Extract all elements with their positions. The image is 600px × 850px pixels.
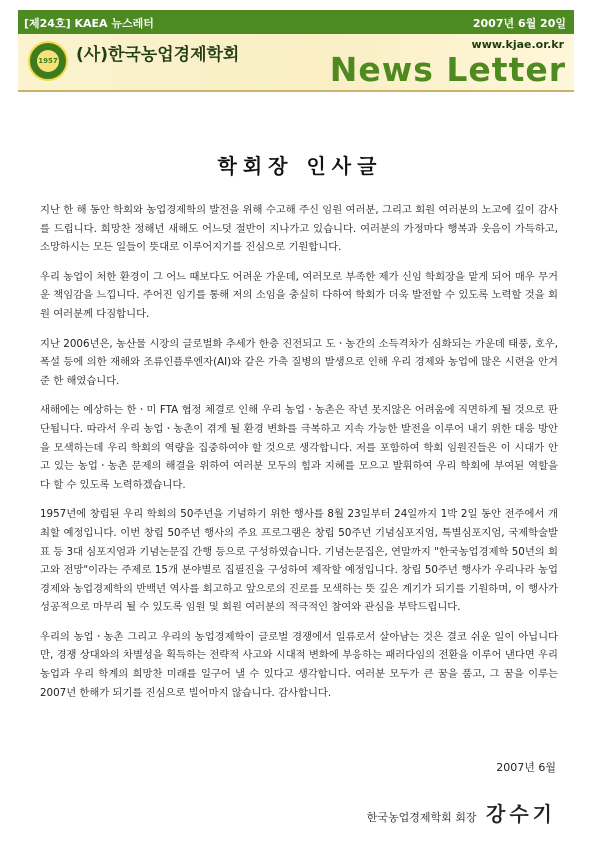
paragraph: 우리의 농업ㆍ농촌 그리고 우리의 농업경제학이 글로벌 경쟁에서 일류로서 살아남는 것은 결코 쉬운 일이 아닙니다만, 경쟁 상대와의 차별성을 획득하는 전략적 사고와 시대적 변화에 부응하는 패러다임의 전환을 이루어 낸다면 우리 농업과 우리 학계의 희망찬 미래를 일구어 낼 수 있다고 생각합니다. 여러분 모두가 큰 꿈을 품고, 그 꿈을 이루는 2007년 한해가 되기를 진심으로 빌어마지 않습니다. 감사합니다.: [40, 630, 558, 699]
org-name: (사)한국농업경제학회: [76, 45, 240, 65]
header-banner: [18, 34, 574, 92]
society-logo: [28, 41, 68, 81]
issue-label: [제24호] KAEA 뉴스레터: [24, 17, 154, 30]
logo-year: 1957: [37, 50, 59, 72]
paragraph: 1957년에 창립된 우리 학회의 50주년을 기념하기 위한 행사를 8월 23일부터 24일까지 1박 2일 동안 전주에서 개최할 예정입니다. 이번 창립 50주년 행사의 주요 프로그램은 창립 50주년 기념심포지엄, 특별심포지엄, 국제학술발표 등 3대 심포지엄과 기념논문집 간행 등으로 구성하였습니다. 기념논문집은, 연말까지 "한국농업경제학 50년의 회고와 전망"이라는 주제로 15개 분야별로 집필진을 구성하여 제작할 예정입니다. 창립 50주년 행사가 우리나라 농업경제와 농업경제학의 반백년 역사를 회고하고 앞으로의 진로를 모색하는 뜻 깊은 계기가 되기를 기원하며, 이 행사가 성공적으로 마무리 될 수 있도록 임원 및 회원 여러분의 적극적인 참여와 관심을 부탁드립니다.: [40, 508, 558, 614]
letter-body: [40, 201, 558, 713]
paragraph: 우리 농업이 처한 환경이 그 어느 때보다도 어려운 가운데, 여러모로 부족한 제가 신임 학회장을 맡게 되어 매우 무거운 책임감을 느낍니다. 주어진 임기를 통해 저의 소임을 충실히 다하여 학회가 더욱 발전할 수 있도록 노력할 것을 회원 여러분께 다짐합니다.: [40, 270, 558, 320]
signature: [367, 798, 556, 827]
signer-name: 강수기: [486, 802, 556, 826]
header-bar: [18, 10, 574, 34]
letter-title: 학회장 인사글: [217, 154, 383, 178]
website-link[interactable]: www.kjae.or.kr: [471, 38, 564, 51]
issue-date: 2007년 6월 20일: [472, 17, 566, 30]
paragraph: 지난 한 해 동안 학회와 농업경제학의 발전을 위해 수고해 주신 임원 여러분, 그리고 회원 여러분의 노고에 깊이 감사를 드립니다. 희망찬 정해년 새해도 어느덧 절반이 지나가고 있습니다. 여러분의 가정마다 행복과 웃음이 가득하고, 소망하시는 모든 일들이 뜻대로 이루어지기를 진심으로 기원합니다.: [40, 204, 558, 254]
signature-date: 2007년 6월: [496, 761, 556, 774]
paragraph: 새해에는 예상하는 한ㆍ미 FTA 협정 체결로 인해 우리 농업ㆍ농촌은 작년 못지않은 어려움에 직면하게 될 것으로 판단됩니다. 따라서 우리 농업ㆍ농촌이 겪게 될 환경 변화를 극복하고 지속 가능한 발전을 이루어 내기 위한 대응 방안을 모색하는데 우리 학회의 역량을 집중하여야 할 것으로 생각합니다. 저를 포함하여 학회 임원진들은 이 시대가 안고 있는 농업ㆍ농촌 문제의 해결을 위하여 여러분 모두의 힘과 지혜를 모으고 발휘하여 우리 학회에 부여된 역할을 다 할 수 있도록 노력하겠습니다.: [40, 404, 558, 491]
paragraph: 지난 2006년은, 농산물 시장의 글로벌화 추세가 한층 진전되고 도ㆍ농간의 소득격차가 심화되는 가운데 태풍, 호우, 폭설 등에 의한 재해와 조류인플루엔자(AI)와 같은 가축 질병의 발생으로 인해 우리 경제와 농업에 많은 시련을 안겨준 한 해였습니다.: [40, 337, 558, 387]
newsletter-title: News Letter: [329, 50, 566, 89]
signer-title: 한국농업경제학회 회장: [366, 811, 477, 824]
